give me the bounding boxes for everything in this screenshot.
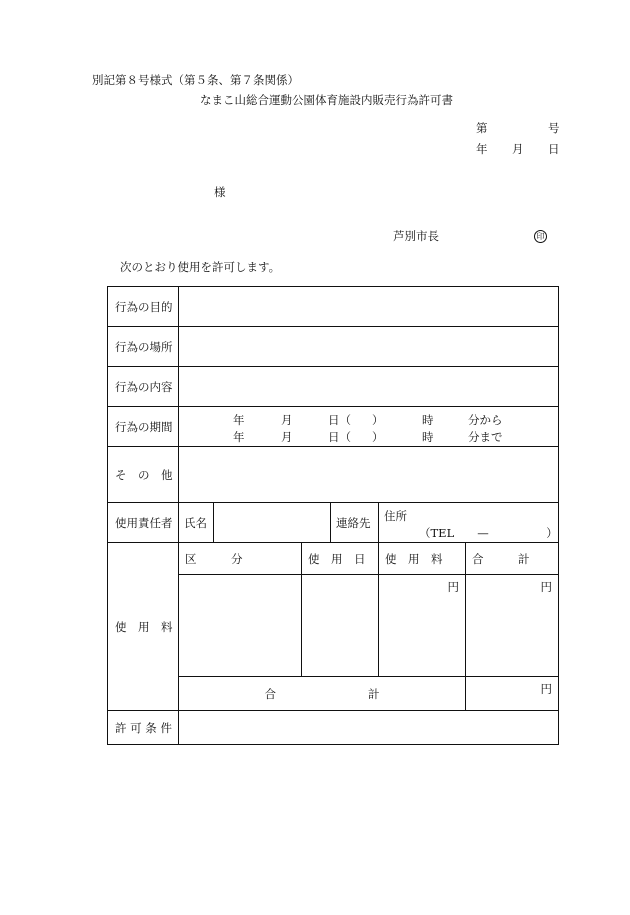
- period-to-month: 月: [281, 429, 293, 444]
- fee-header-category: 区 分: [179, 543, 302, 575]
- fee-header-fee: 使 用 料: [379, 543, 466, 575]
- date-day: 日: [548, 142, 560, 156]
- fee-subtotal-field: [466, 575, 559, 677]
- fee-header-row: [108, 543, 559, 575]
- period-from-minute: 分から: [468, 412, 503, 427]
- conditions-field: [179, 711, 559, 745]
- fee-category-field: [179, 575, 302, 677]
- period-to-year: 年: [233, 429, 245, 444]
- fee-header-date: 使 用 日: [302, 543, 379, 575]
- date-year: 年: [476, 142, 488, 156]
- subtotal-yen-unit: 円: [540, 580, 552, 594]
- permit-form-table: [107, 286, 559, 745]
- contact-field: [379, 503, 559, 543]
- period-to-hour: 時: [422, 429, 434, 444]
- address-label: 住所: [384, 508, 407, 523]
- total-label: 合 計: [179, 677, 466, 711]
- date-month: 月: [512, 142, 524, 156]
- responsible-row: [108, 503, 559, 543]
- number-prefix: 第: [476, 121, 488, 135]
- place-field: [179, 327, 559, 367]
- purpose-row: [108, 287, 559, 327]
- fee-amount-field: [379, 575, 466, 677]
- issuer-name: 芦別市長: [393, 229, 439, 243]
- content-field: [179, 367, 559, 407]
- period-from-month: 月: [281, 412, 293, 427]
- form-reference: 別記第８号様式（第５条、第７条関係）: [92, 73, 299, 87]
- document-title: なまこ山総合運動公園体育施設内販売行為許可書: [200, 93, 453, 107]
- addressee-suffix: 様: [214, 185, 226, 199]
- other-label: そ の 他: [108, 447, 179, 503]
- other-row: [108, 447, 559, 503]
- fee-header-total: 合 計: [466, 543, 559, 575]
- tel-text: （TEL — ）: [419, 525, 558, 540]
- content-label: 行為の内容: [108, 367, 179, 407]
- other-field: [179, 447, 559, 503]
- conditions-label: 許 可 条 件: [108, 711, 179, 745]
- period-row: [108, 407, 559, 447]
- total-amount-field: [466, 677, 559, 711]
- conditions-row: [108, 711, 559, 745]
- number-suffix: 号: [548, 121, 560, 135]
- fee-date-field: [302, 575, 379, 677]
- period-field: [179, 407, 559, 447]
- period-from-year: 年: [233, 412, 245, 427]
- place-label: 行為の場所: [108, 327, 179, 367]
- place-row: [108, 327, 559, 367]
- name-field: [214, 503, 331, 543]
- total-yen-unit: 円: [540, 682, 552, 696]
- period-from-hour: 時: [422, 412, 434, 427]
- intro-text: 次のとおり使用を許可します。: [120, 260, 281, 274]
- seal-icon: 印: [534, 230, 547, 243]
- contact-label: 連絡先: [331, 503, 379, 543]
- period-to-paren: ）: [372, 429, 384, 444]
- seal-mark: [534, 228, 547, 243]
- period-to-day: 日（: [328, 429, 351, 444]
- fee-yen-unit: 円: [447, 580, 459, 594]
- fee-label: 使 用 料: [108, 543, 179, 711]
- name-label: 氏名: [179, 503, 214, 543]
- content-row: [108, 367, 559, 407]
- period-from-day: 日（: [328, 412, 351, 427]
- purpose-field: [179, 287, 559, 327]
- period-label: 行為の期間: [108, 407, 179, 447]
- period-to-minute: 分まで: [468, 429, 503, 444]
- purpose-label: 行為の目的: [108, 287, 179, 327]
- responsible-label: 使用責任者: [108, 503, 179, 543]
- period-from-paren: ）: [372, 412, 384, 427]
